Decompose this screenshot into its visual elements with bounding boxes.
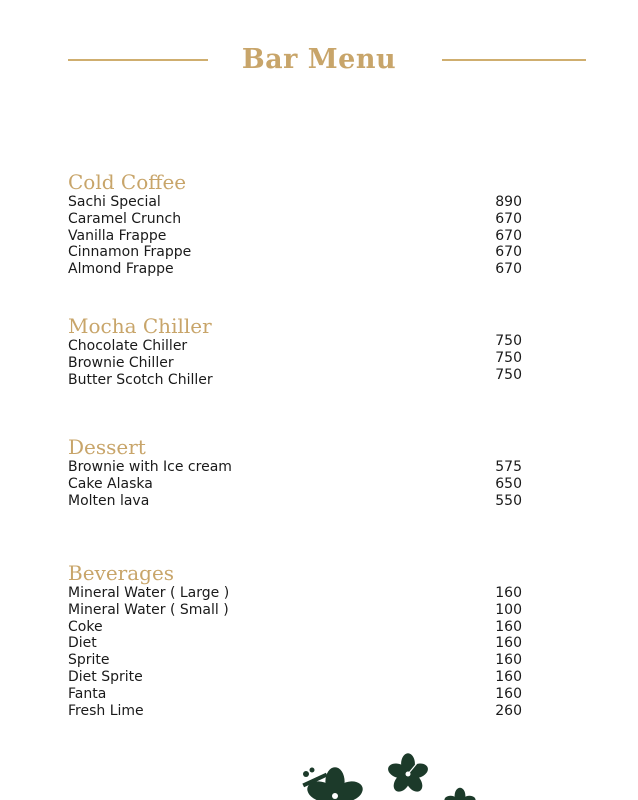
hibiscus-flower-icon (290, 740, 500, 800)
menu-item (68, 261, 528, 278)
item-name: Molten lava (68, 492, 150, 509)
item-price: 750 (495, 366, 522, 383)
menu-item (68, 493, 528, 510)
item-name: Mineral Water ( Small ) (68, 601, 229, 618)
menu-item (68, 602, 528, 619)
item-name: Chocolate Chiller (68, 338, 188, 354)
section-cold-coffee (68, 170, 528, 278)
item-price: 160 (495, 585, 522, 601)
item-price: 650 (495, 475, 522, 492)
page-title: Bar Menu (241, 44, 397, 75)
menu-item (68, 349, 528, 372)
section-title: Cold Coffee (68, 170, 187, 194)
item-name: Cake Alaska (68, 475, 153, 492)
menu-item (68, 703, 528, 720)
section-title: Dessert (68, 435, 146, 459)
menu-item (68, 686, 528, 703)
menu-item (68, 585, 528, 602)
item-price: 160 (495, 618, 522, 635)
item-name: Mineral Water ( Large ) (68, 585, 230, 601)
item-name: Caramel Crunch (68, 210, 182, 227)
item-price: 100 (495, 601, 522, 618)
menu-item (68, 652, 528, 669)
menu-item (68, 459, 528, 476)
section-beverages (68, 561, 528, 719)
section-mocha-chiller (68, 314, 528, 388)
item-price: 890 (495, 194, 522, 210)
item-name: Brownie Chiller (68, 354, 174, 371)
menu-item (68, 669, 528, 686)
menu-item (68, 228, 528, 245)
item-price: 260 (495, 702, 522, 719)
item-name: Diet Sprite (68, 668, 143, 685)
item-price: 670 (495, 227, 522, 244)
section-title: Beverages (68, 561, 175, 585)
item-price: 670 (495, 261, 522, 278)
item-price: 575 (495, 459, 522, 475)
menu-item (68, 194, 528, 211)
item-name: Cinnamon Frappe (68, 244, 192, 261)
item-name: Almond Frappe (68, 261, 174, 278)
menu-item (68, 366, 528, 389)
menu-item (68, 211, 528, 228)
item-price: 670 (495, 244, 522, 261)
item-price: 160 (495, 652, 522, 669)
title-rule-right (442, 59, 586, 61)
item-price: 550 (495, 492, 522, 509)
item-name: Coke (68, 618, 103, 635)
item-name: Fresh Lime (68, 702, 144, 719)
menu-item (68, 619, 528, 636)
item-price: 160 (495, 668, 522, 685)
item-name: Diet (68, 635, 97, 652)
menu-item (68, 333, 528, 355)
item-name: Sachi Special (68, 194, 161, 210)
menu-item (68, 635, 528, 652)
menu-item (68, 244, 528, 261)
section-title: Mocha Chiller (68, 314, 212, 338)
item-price: 750 (495, 333, 522, 349)
item-name: Vanilla Frappe (68, 227, 167, 244)
menu-item (68, 476, 528, 493)
item-price: 160 (495, 685, 522, 702)
item-name: Sprite (68, 652, 110, 669)
item-name: Butter Scotch Chiller (68, 371, 213, 388)
section-dessert (68, 435, 528, 509)
item-price: 670 (495, 210, 522, 227)
item-name: Fanta (68, 685, 107, 702)
item-price: 160 (495, 635, 522, 652)
item-price: 750 (495, 349, 522, 366)
item-name: Brownie with Ice cream (68, 459, 232, 475)
